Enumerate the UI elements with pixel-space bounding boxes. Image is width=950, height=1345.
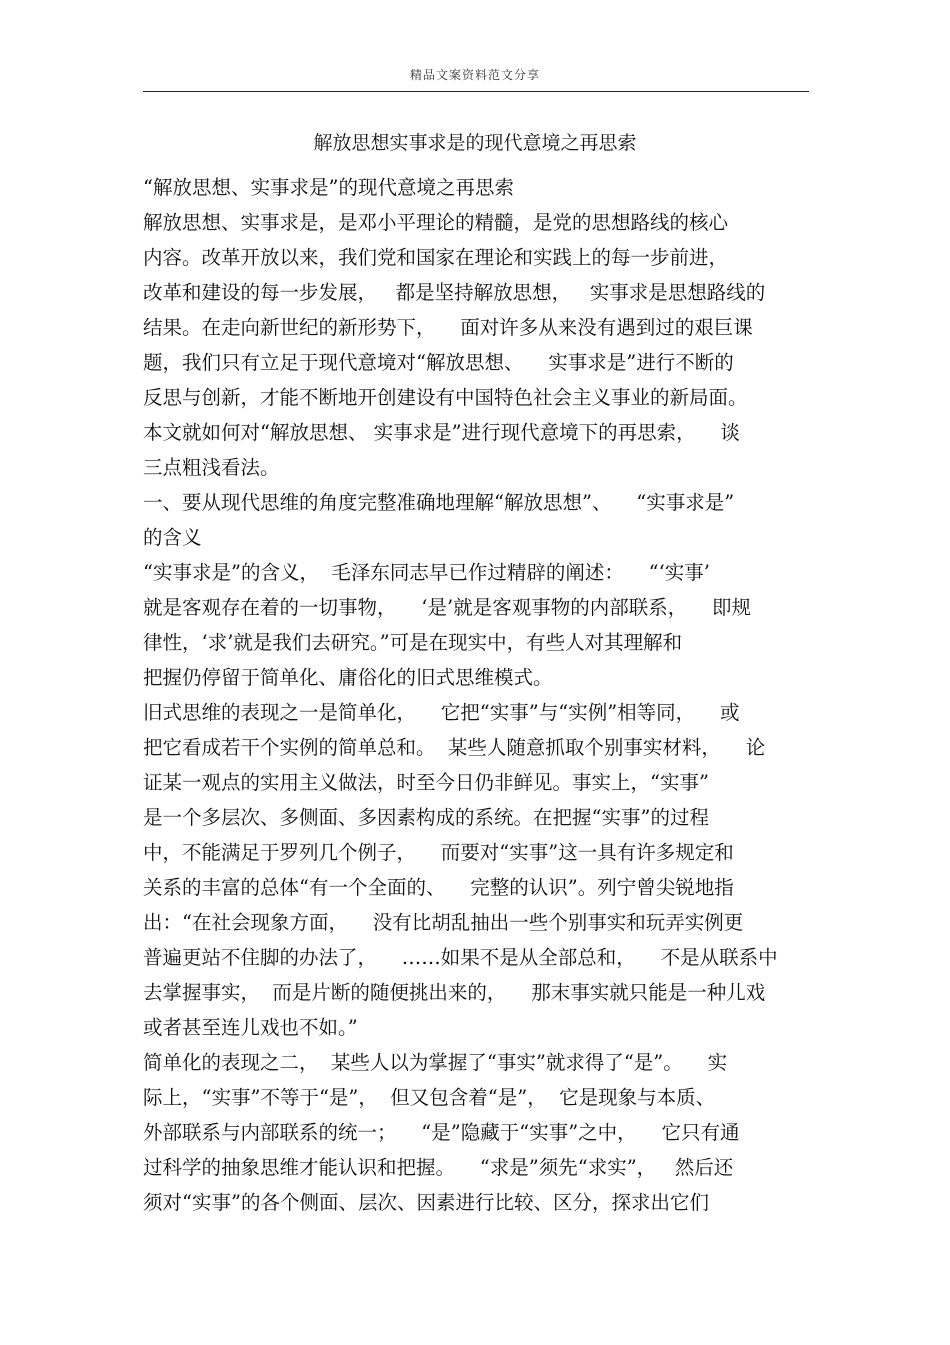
text-line: 反思与创新，才能不断地开创建设有中国特色社会主义事业的新局面。 (143, 386, 748, 409)
page-header: 精品文案资料范文分享 (409, 68, 540, 82)
text-line: 中，不能满足于罗列几个例子， 而要对“实事”这一具有许多规定和 (143, 841, 734, 864)
text-line: 解放思想、实事求是，是邓小平理论的精髓，是党的思想路线的核心 (143, 211, 729, 234)
text-line: 或者甚至连儿戏也不如。” (143, 1016, 358, 1039)
text-line: 结果。在走向新世纪的新形势下， 面对许多从来没有遇到过的艰巨课 (143, 316, 753, 339)
text-line: 就是客观存在着的一切事物， ‘是’就是客观事物的内部联系， 即规 (143, 596, 751, 619)
text-line: 律性，‘求’就是我们去研究。”可是在现实中，有些人对其理解和 (143, 631, 683, 654)
text-line: 出：“在社会现象方面， 没有比胡乱抽出一些个别事实和玩弄实例更 (143, 911, 744, 934)
text-line: 把握仍停留于简单化、庸俗化的旧式思维模式。 (143, 666, 553, 689)
text-line: 去掌握事实， 而是片断的随便挑出来的， 那末事实就只能是一种儿戏 (143, 981, 766, 1004)
text-line: 的含义 (143, 526, 202, 549)
text-line: 把它看成若干个实例的简单总和。 某些人随意抓取个别事实材料， 论 (143, 736, 766, 759)
text-line: 是一个多层次、多侧面、多因素构成的系统。在把握“实事”的过程 (143, 806, 709, 829)
text-line: 须对“实事”的各个侧面、层次、因素进行比较、区分，探求出它们 (143, 1191, 709, 1214)
text-line: “解放思想、实事求是”的现代意境之再思索 (143, 176, 514, 199)
text-line: 旧式思维的表现之一是简单化， 它把“实事”与“实例”相等同， 或 (143, 701, 740, 724)
text-line: “实事求是”的含义， 毛泽东同志早已作过精辟的阐述： “‘实事’ (143, 561, 710, 584)
text-line: 外部联系与内部联系的统一； “是”隐藏于“实事”之中， 它只有通 (143, 1121, 740, 1144)
text-line: 本文就如何对“解放思想、 实事求是”进行现代意境下的再思索， 谈 (143, 421, 740, 444)
text-line: 证某一观点的实用主义做法，时至今日仍非鲜见。事实上，“实事” (143, 771, 709, 794)
text-line: 改革和建设的每一步发展， 都是坚持解放思想， 实事求是思想路线的 (143, 281, 766, 304)
text-line: 三点粗浅看法。 (143, 456, 280, 479)
text-line: 一、要从现代思维的角度完整准确地理解“解放思想”、 “实事求是” (143, 491, 735, 514)
text-line: 普遍更站不住脚的办法了， ……如果不是从全部总和， 不是从联系中 (143, 946, 778, 969)
document-body (143, 170, 813, 1220)
text-line: 简单化的表现之二， 某些人以为掌握了“事实”就求得了“是”。 实 (143, 1051, 728, 1074)
text-line: 题，我们只有立足于现代意境对“解放思想、 实事求是”进行不断的 (143, 351, 734, 374)
text-line: 过科学的抽象思维才能认识和把握。 “求是”须先“求实”， 然后还 (143, 1156, 734, 1179)
text-line: 关系的丰富的总体“有一个全面的、 完整的认识”。列宁曾尖锐地指 (143, 876, 734, 899)
document-title: 解放思想实事求是的现代意境之再思索 (313, 132, 637, 154)
text-line: 内容。改革开放以来，我们党和国家在理论和实践上的每一步前进， (143, 246, 729, 269)
header-divider (143, 91, 809, 92)
text-line: 际上，“实事”不等于“是”， 但又包含着“是”， 它是现象与本质、 (143, 1086, 716, 1109)
